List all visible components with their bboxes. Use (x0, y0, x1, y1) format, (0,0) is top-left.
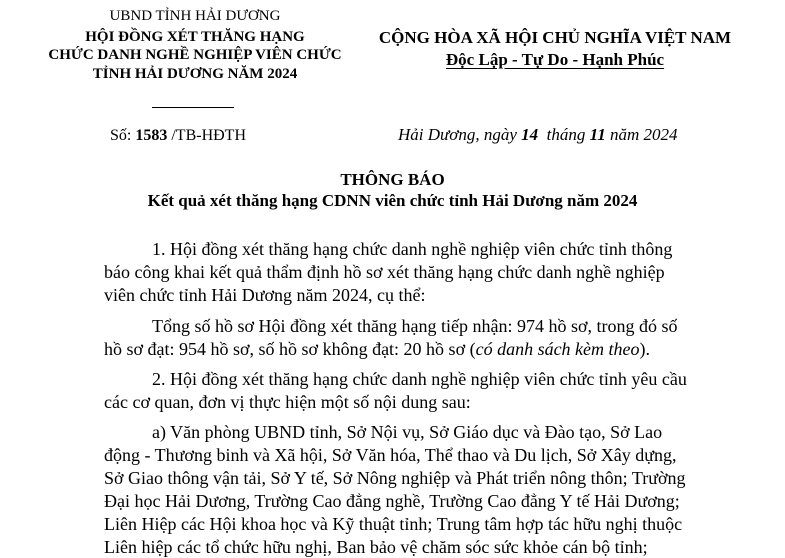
document-date (398, 125, 678, 145)
p2-text: hồ sơ đạt: 954 hồ sơ, số hồ sơ không đạt: 20 hồ sơ ( (104, 339, 476, 359)
doc-number-value: 1583 (135, 127, 168, 144)
issuer-authority: UBND TỈNH HẢI DƯƠNG (109, 8, 281, 24)
paragraph-4-line-3: Sở Giao thông vận tải, Sở Y tế, Sở Nông nghiệp và Phát triển nông thôn; Trường (104, 468, 686, 488)
date-prefix: Hải Dương, ngày (398, 125, 522, 144)
paragraph-4-line-5: Liên Hiệp các Hội khoa học và Kỹ thuật tỉnh; Trung tâm hợp tác hữu nghị thuộc (104, 514, 683, 534)
date-month-label: tháng (538, 125, 590, 144)
issuer-divider (152, 107, 234, 108)
paragraph-3-line-2: các cơ quan, đơn vị thực hiện một số nội dung sau: (104, 392, 471, 412)
issuer-council-line3: TỈNH HẢI DƯƠNG NĂM 2024 (92, 66, 298, 82)
document-title: THÔNG BÁO (340, 170, 445, 189)
paragraph-2-line-2 (104, 339, 650, 360)
paragraph-4-line-1: a) Văn phòng UBND tỉnh, Sở Nội vụ, Sở Giáo dục và Đào tạo, Sở Lao (152, 422, 663, 442)
date-day: 14 (521, 125, 539, 144)
national-motto (345, 50, 765, 70)
paragraph-4-line-2: động - Thương binh và Xã hội, Sở Văn hóa, Thể thao và Du lịch, Sở Xây dựng, (104, 445, 677, 465)
paragraph-1-line-2: báo công khai kết quả thẩm định hồ sơ xét thăng hạng chức danh nghề nghiệp (104, 262, 665, 282)
paragraph-1-line-3: viên chức tỉnh Hải Dương năm 2024, cụ thể: (104, 285, 426, 305)
date-month: 11 (589, 125, 606, 144)
paragraph-4-line-6: Liên hiệp các tổ chức hữu nghị, Ban bảo vệ chăm sóc sức khỏe cán bộ tỉnh; (104, 537, 648, 557)
doc-number-prefix: Số: (110, 127, 136, 144)
document-subtitle: Kết quả xét thăng hạng CDNN viên chức tỉnh Hải Dương năm 2024 (147, 191, 638, 210)
document-number (110, 127, 246, 145)
p2-close: ). (639, 339, 651, 359)
paragraph-3-line-1: 2. Hội đồng xét thăng hạng chức danh nghề nghiệp viên chức tỉnh yêu cầu (152, 369, 687, 389)
p2-attachment-note: có danh sách kèm theo (475, 339, 640, 359)
paragraph-4-line-4: Đại học Hải Dương, Trường Cao đẳng nghề, Trường Cao đẳng Y tế Hải Dương; (104, 491, 680, 511)
paragraph-2-line-1: Tổng số hồ sơ Hội đồng xét thăng hạng tiếp nhận: 974 hồ sơ, trong đó số (152, 316, 678, 336)
date-year: năm 2024 (605, 125, 678, 144)
national-title: CỘNG HÒA XÃ HỘI CHỦ NGHĨA VIỆT NAM (378, 28, 732, 47)
paragraph-1-line-1: 1. Hội đồng xét thăng hạng chức danh nghề nghiệp viên chức tỉnh thông (152, 239, 673, 259)
national-motto-text: Độc Lập - Tự Do - Hạnh Phúc (445, 50, 665, 69)
issuer-council-line2: CHỨC DANH NGHỀ NGHIỆP VIÊN CHỨC (48, 47, 342, 63)
issuer-council-line1: HỘI ĐỒNG XÉT THĂNG HẠNG (85, 29, 305, 45)
doc-number-suffix: /TB-HĐTH (167, 127, 246, 144)
